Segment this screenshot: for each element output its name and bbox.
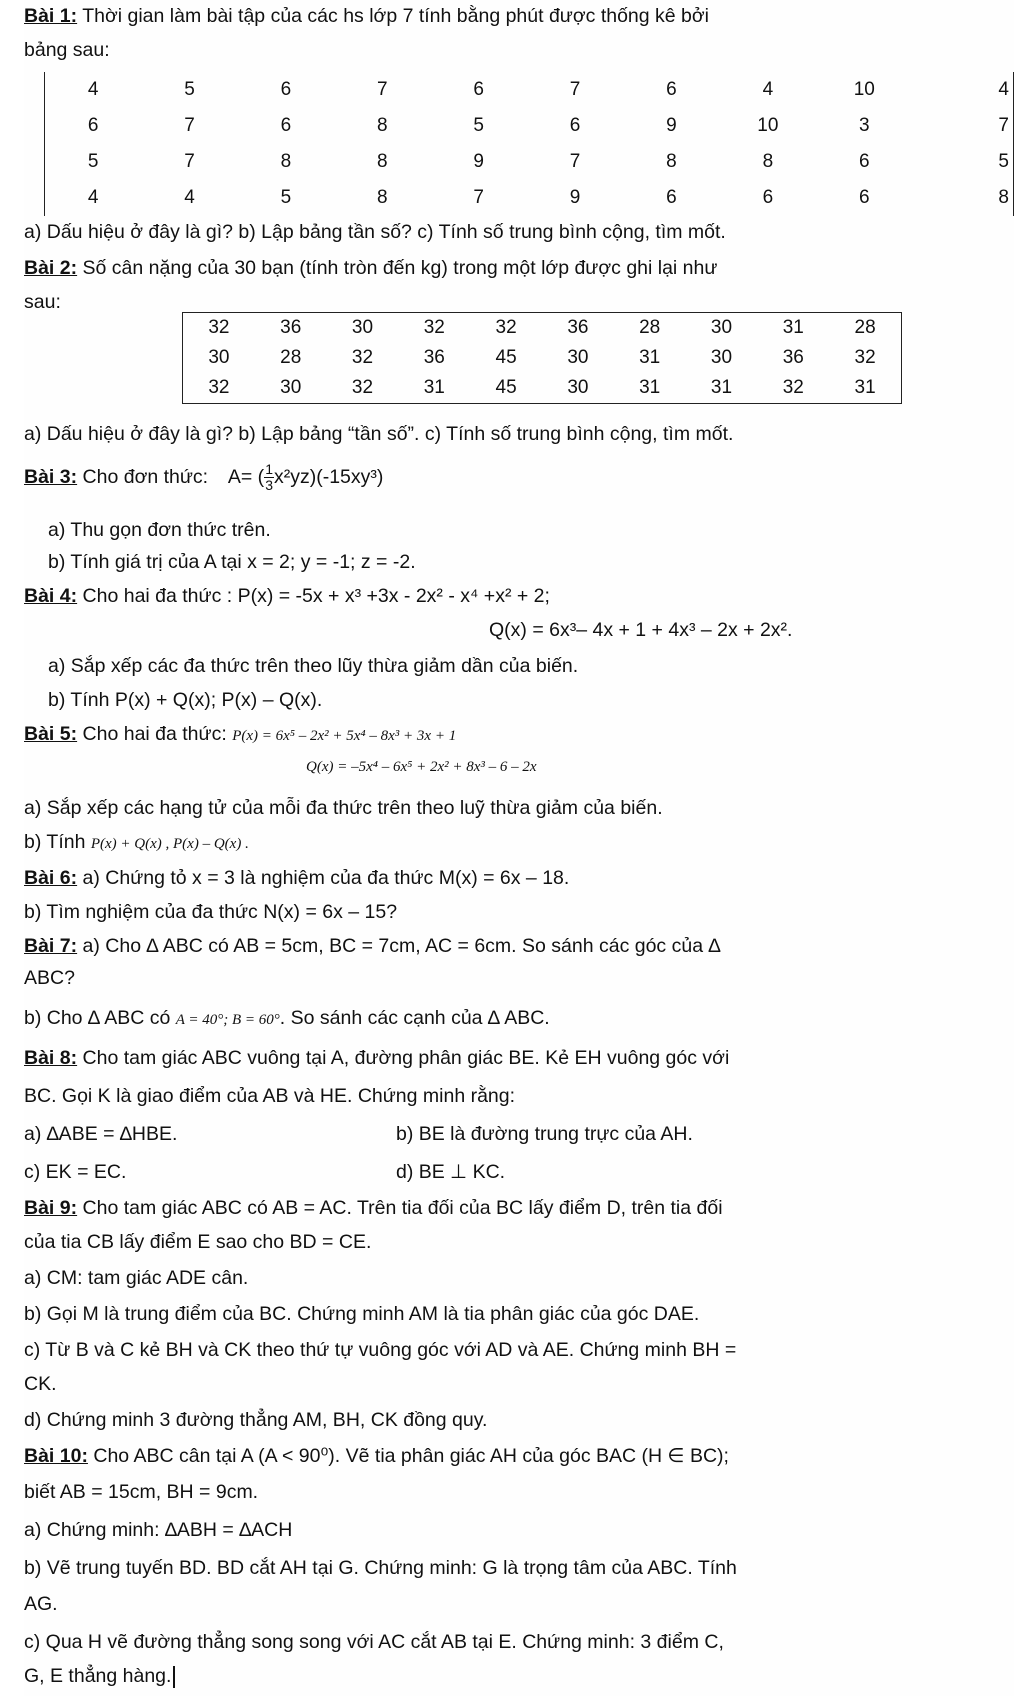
bai6-heading [24, 866, 569, 890]
table-cell: 31 [854, 377, 876, 399]
table-cell: 7 [184, 115, 195, 137]
bai1-text2: bảng sau: [24, 39, 110, 61]
bai3-fraction: $\frac{1}{3}$ [265, 461, 273, 494]
bai7-qb-text: b) Cho ∆ ABC có [24, 1007, 171, 1029]
table-cell: 6 [762, 187, 774, 209]
table-cell: 31 [423, 377, 445, 399]
table-row [45, 72, 1014, 108]
table-cell: 6 [473, 79, 484, 101]
table-cell: 31 [782, 317, 804, 339]
bai5-intro: Cho hai đa thức: [82, 723, 227, 745]
table-row [45, 144, 1014, 180]
table-cell: 8 [280, 151, 292, 173]
bai10-qc: c) Qua H vẽ đường thẳng song song với AC cắt AB tại E. Chứng minh: 3 điểm C, [24, 1631, 724, 1653]
bai7-label: Bài 7: [24, 935, 78, 957]
table-cell: 7 [569, 151, 581, 173]
table-row [183, 313, 902, 344]
table-cell: 5 [184, 79, 195, 101]
bai5-heading [24, 722, 456, 746]
table-cell: 7 [569, 79, 581, 101]
table-cell: 32 [423, 317, 445, 339]
bai10-qb: b) Vẽ trung tuyến BD. BD cắt AH tại G. Chứng minh: G là trọng tâm của ABC. Tính [24, 1557, 737, 1579]
table-cell: 7 [913, 108, 1014, 144]
bai2-heading [24, 256, 717, 280]
bai8-qd: d) BE ⊥ KC. [396, 1161, 506, 1183]
text-cursor [173, 1666, 175, 1688]
bai4-q: Q(x) = 6x³– 4x + 1 + 4x³ – 2x + 2x². [489, 619, 793, 641]
bai5-qb [24, 830, 249, 854]
table-cell: 36 [782, 347, 804, 369]
bai9-qb: b) Gọi M là trung điểm của BC. Chứng minh AM là tia phân giác của góc DAE. [24, 1303, 700, 1325]
table-cell: 5 [913, 144, 1014, 180]
table-cell: 7 [377, 79, 388, 101]
bai9-label: Bài 9: [24, 1197, 78, 1219]
bai10-heading [24, 1444, 729, 1468]
bai9-qc2: CK. [24, 1373, 57, 1395]
bai7-qa2: ABC? [24, 967, 75, 989]
table-cell: 32 [208, 317, 230, 339]
bai10-qc2-line [24, 1664, 175, 1688]
bai3-qa: a) Thu gọn đơn thức trên. [48, 519, 271, 541]
bai6-label: Bài 6: [24, 867, 78, 889]
bai7-qb-end: . So sánh các cạnh của ∆ ABC. [279, 1007, 550, 1029]
bai7-qb-math: A = 40°; B = 60° [175, 1012, 280, 1028]
bai10-qb2: AG. [24, 1593, 58, 1615]
bai6-qa: a) Chứng tỏ x = 3 là nghiệm của đa thức M(x) = 6x – 18. [82, 867, 570, 889]
table-cell: 9 [569, 187, 581, 209]
bai1-label: Bài 1: [24, 5, 78, 27]
bai8-qa: a) ∆ABE = ∆HBE. [24, 1123, 178, 1145]
table-cell: 30 [710, 347, 733, 369]
table-cell: 31 [639, 347, 661, 369]
table-cell: 9 [666, 115, 677, 137]
bai4-qb: b) Tính P(x) + Q(x); P(x) – Q(x). [48, 689, 323, 711]
bai8-text2: BC. Gọi K là giao điểm của AB và HE. Chứng minh rằng: [24, 1085, 516, 1107]
table-row [183, 343, 902, 373]
bai8-qb: b) BE là đường trung trực của AH. [396, 1123, 693, 1145]
bai9-text2: của tia CB lấy điểm E sao cho BD = CE. [24, 1231, 372, 1253]
bai1-questions: a) Dấu hiệu ở đây là gì? b) Lập bảng tần số? c) Tính số trung bình cộng, tìm mốt. [24, 221, 726, 243]
table-cell: 28 [280, 347, 302, 369]
bai3-label: Bài 3: [24, 466, 78, 489]
table-cell: 28 [639, 317, 661, 339]
bai5-qb-math: P(x) + Q(x) , P(x) – Q(x) . [90, 836, 249, 852]
table-cell: 5 [280, 187, 292, 209]
bai3-intro: Cho đơn thức: [82, 466, 209, 489]
bai5-qb-text: b) Tính [24, 831, 86, 853]
table-cell: 30 [208, 347, 230, 369]
table-row [45, 108, 1014, 144]
table-cell: 4 [184, 187, 195, 209]
bai8-text1: Cho tam giác ABC vuông tại A, đường phân giác BE. Kẻ EH vuông góc với [82, 1047, 730, 1069]
bai10-qc2: G, E thẳng hàng. [24, 1665, 172, 1687]
table-cell: 4 [762, 79, 774, 101]
bai10-text2: biết AB = 15cm, BH = 9cm. [24, 1481, 259, 1503]
table-cell: 5 [87, 151, 99, 173]
bai1-heading [24, 4, 709, 28]
table-cell: 36 [567, 317, 589, 339]
table-cell: 31 [639, 377, 661, 399]
table-cell: 6 [87, 115, 99, 137]
document-page [24, 0, 1014, 1696]
table-cell: 45 [495, 347, 517, 369]
bai9-qd: d) Chứng minh 3 đường thẳng AM, BH, CK đồng quy. [24, 1409, 488, 1431]
bai4-label: Bài 4: [24, 585, 78, 607]
table-cell: 30 [351, 317, 374, 339]
bai7-qa: a) Cho ∆ ABC có AB = 5cm, BC = 7cm, AC = 6cm. So sánh các góc của ∆ [82, 935, 721, 957]
bai2-questions: a) Dấu hiệu ở đây là gì? b) Lập bảng “tần số”. c) Tính số trung bình cộng, tìm mốt. [24, 423, 734, 445]
table-cell: 6 [666, 79, 677, 101]
bai6-qb: b) Tìm nghiệm của đa thức N(x) = 6x – 15? [24, 901, 398, 923]
table-cell: 4 [87, 79, 99, 101]
bai7-qb [24, 1006, 550, 1030]
table-cell: 30 [710, 317, 733, 339]
table-cell: 7 [473, 187, 484, 209]
table-cell: 6 [569, 115, 581, 137]
bai9-qc: c) Từ B và C kẻ BH và CK theo thứ tự vuông góc với AD và AE. Chứng minh BH = [24, 1339, 737, 1361]
table-cell: 4 [913, 72, 1014, 108]
table-row [45, 180, 1014, 216]
bai2-text2: sau: [24, 291, 61, 313]
bai10-text1: Cho ABC cân tại A (A < 90⁰). Vẽ tia phân giác AH của góc BAC (H ∈ BC); [93, 1445, 729, 1467]
table-cell: 32 [208, 377, 230, 399]
bai7-heading [24, 934, 720, 958]
table-cell: 32 [854, 347, 876, 369]
bai3-formula-a: A= ( [227, 466, 265, 489]
bai5-label: Bài 5: [24, 723, 78, 745]
bai3-formula-b: x²yz)(-15xy³) [273, 466, 384, 489]
table-cell: 32 [351, 347, 374, 369]
table-cell: 6 [859, 151, 870, 173]
bai3-qb: b) Tính giá trị của A tại x = 2; y = -1; z = -2. [48, 551, 416, 573]
table-cell: 6 [280, 79, 292, 101]
bai9-text1: Cho tam giác ABC có AB = AC. Trên tia đối của BC lấy điểm D, trên tia đối [82, 1197, 723, 1219]
table-cell: 30 [280, 377, 302, 399]
bai2-label: Bài 2: [24, 257, 78, 279]
bai8-label: Bài 8: [24, 1047, 78, 1069]
table-cell: 6 [666, 187, 677, 209]
table-cell: 8 [377, 151, 388, 173]
bai8-qc: c) EK = EC. [24, 1161, 127, 1183]
bai1-table [44, 72, 1014, 216]
bai10-qa: a) Chứng minh: ∆ABH = ∆ACH [24, 1519, 293, 1541]
bai5-q: Q(x) = –5x⁴ – 6x⁵ + 2x² + 8x³ – 6 – 2x [306, 759, 537, 775]
bai5-qa: a) Sắp xếp các hạng tử của mỗi đa thức trên theo luỹ thừa giảm của biến. [24, 797, 663, 819]
bai4-heading [24, 584, 550, 608]
table-cell: 8 [762, 151, 774, 173]
table-cell: 30 [567, 347, 589, 369]
table-cell: 32 [495, 317, 517, 339]
table-cell: 8 [666, 151, 677, 173]
table-cell: 31 [710, 377, 733, 399]
table-cell: 36 [280, 317, 302, 339]
table-cell: 10 [853, 79, 875, 101]
table-cell: 3 [859, 115, 870, 137]
bai9-heading [24, 1196, 723, 1220]
bai8-heading [24, 1046, 729, 1070]
table-cell: 45 [495, 377, 517, 399]
table-cell: 4 [87, 187, 99, 209]
table-cell: 10 [757, 115, 779, 137]
table-cell: 6 [859, 187, 870, 209]
bai1-text1: Thời gian làm bài tập của các hs lớp 7 tính bằng phút được thống kê bởi [82, 5, 710, 27]
bai3-heading [24, 462, 383, 494]
bai4-p: Cho hai đa thức : P(x) = -5x + x³ +3x - 2x² - x⁴ +x² + 2; [82, 585, 550, 607]
table-cell: 7 [184, 151, 195, 173]
table-cell: 6 [280, 115, 292, 137]
table-cell: 8 [377, 187, 388, 209]
bai10-label: Bài 10: [24, 1445, 88, 1467]
table-cell: 28 [854, 317, 876, 339]
table-cell: 32 [782, 377, 804, 399]
bai9-qa: a) CM: tam giác ADE cân. [24, 1267, 249, 1289]
bai4-qa: a) Sắp xếp các đa thức trên theo lũy thừa giảm dần của biến. [48, 655, 579, 677]
table-cell: 9 [473, 151, 484, 173]
table-cell: 5 [473, 115, 484, 137]
table-cell: 32 [351, 377, 374, 399]
table-cell: 8 [377, 115, 388, 137]
bai2-text1: Số cân nặng của 30 bạn (tính tròn đến kg) trong một lớp được ghi lại như [82, 257, 718, 279]
table-cell: 8 [913, 180, 1014, 216]
table-row [183, 373, 902, 404]
table-cell: 30 [567, 377, 589, 399]
table-cell: 36 [423, 347, 445, 369]
bai5-p: P(x) = 6x⁵ – 2x² + 5x⁴ – 8x³ + 3x + 1 [232, 728, 457, 744]
bai2-table [182, 312, 902, 404]
